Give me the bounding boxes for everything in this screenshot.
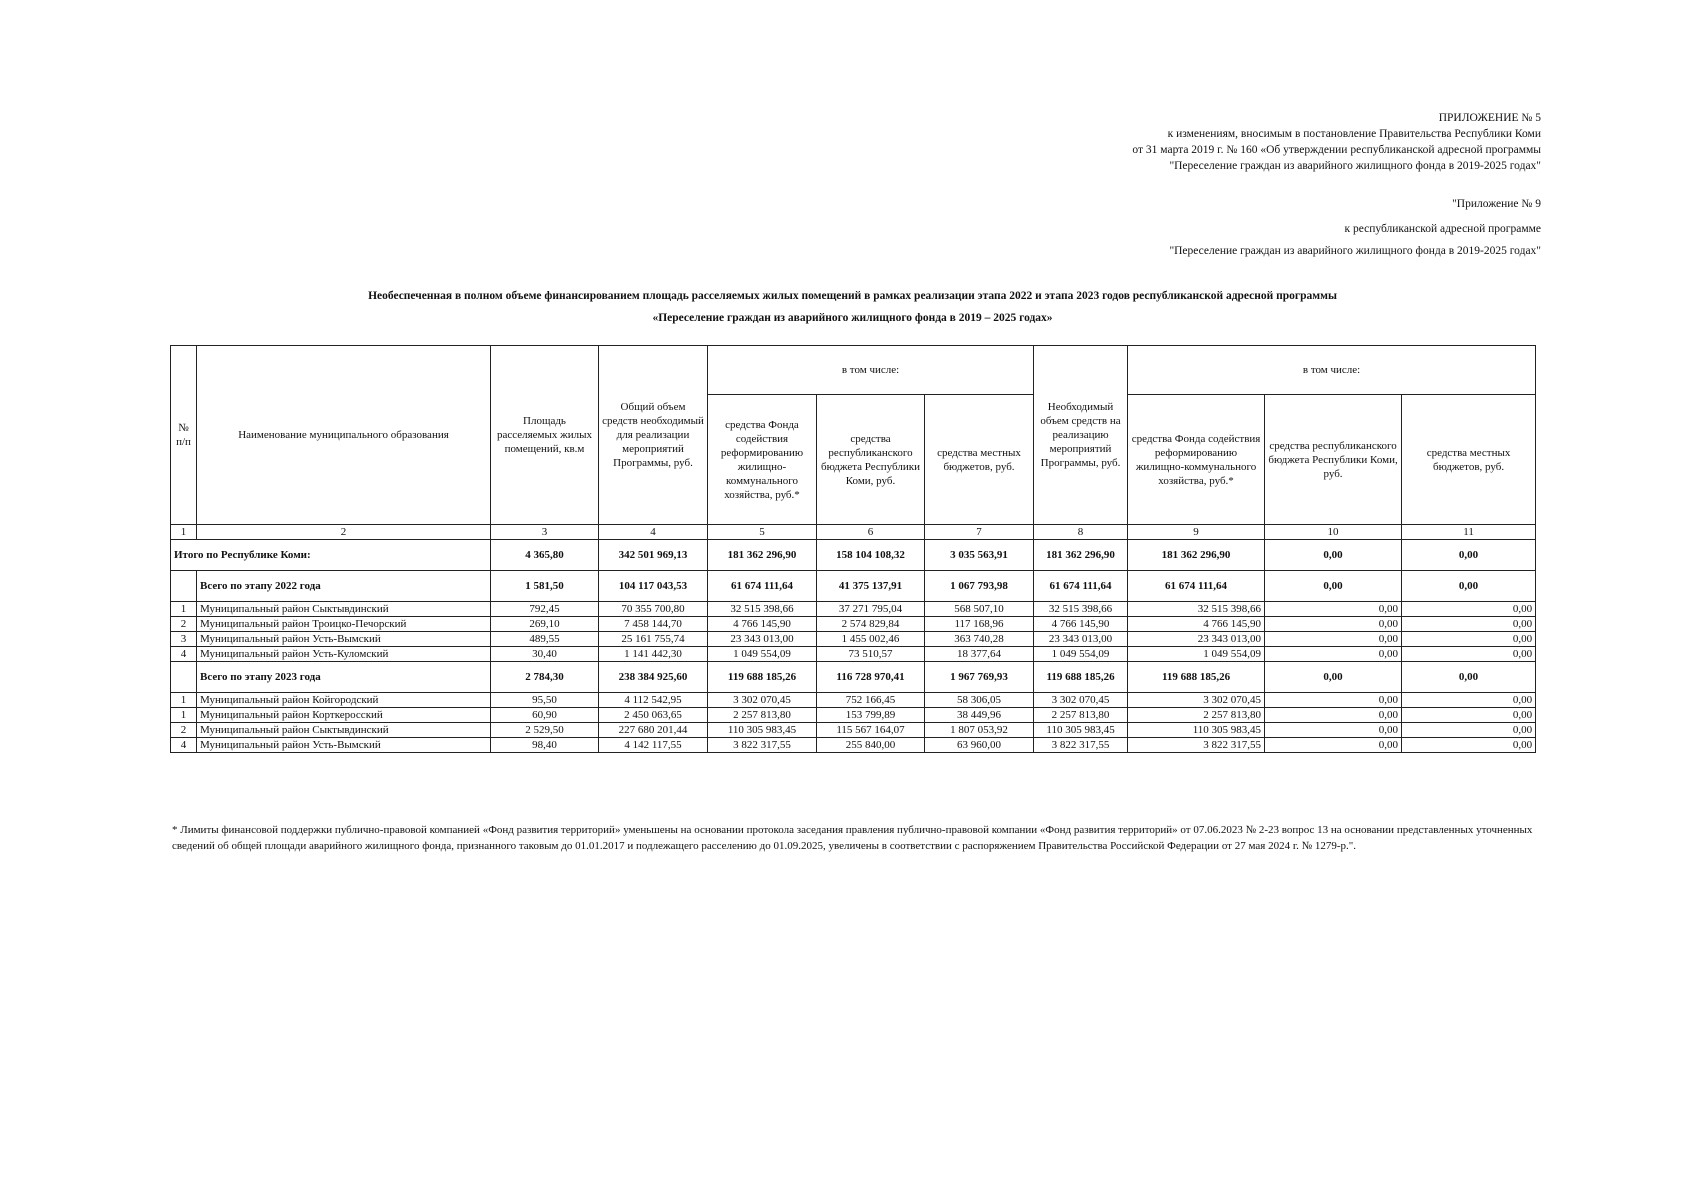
- table-cell: 25 161 755,74: [599, 632, 708, 647]
- table-cell: 70 355 700,80: [599, 602, 708, 617]
- col-header-including-2: в том числе:: [1128, 346, 1536, 395]
- table-cell: 116 728 970,41: [817, 662, 925, 693]
- total-label: Итого по Республике Коми:: [171, 540, 491, 571]
- table-cell: 23 343 013,00: [1034, 632, 1128, 647]
- table-cell: 60,90: [491, 708, 599, 723]
- table-cell: 18 377,64: [925, 647, 1034, 662]
- table-cell: 23 343 013,00: [1128, 632, 1265, 647]
- table-cell: 32 515 398,66: [1128, 602, 1265, 617]
- table-cell: 0,00: [1402, 662, 1536, 693]
- col-number: 7: [925, 525, 1034, 540]
- col-number: 5: [708, 525, 817, 540]
- table-cell: 117 168,96: [925, 617, 1034, 632]
- annex-program: "Переселение граждан из аварийного жилищного фонда в 2019-2025 годах": [1169, 245, 1541, 257]
- table-cell: 0,00: [1265, 571, 1402, 602]
- table-cell: 7 458 144,70: [599, 617, 708, 632]
- appendix-header: [1132, 110, 1541, 174]
- table-cell: 0,00: [1265, 708, 1402, 723]
- col-number: 9: [1128, 525, 1265, 540]
- stage-label: Всего по этапу 2023 года: [197, 662, 491, 693]
- table-cell: 153 799,89: [817, 708, 925, 723]
- municipality-name: Муниципальный район Корткеросский: [197, 708, 491, 723]
- table-cell: 4 766 145,90: [1128, 617, 1265, 632]
- table-row: [171, 723, 1536, 738]
- col-header-local: средства местных бюджетов, руб.: [925, 395, 1034, 525]
- municipality-name: Муниципальный район Троицко-Печорский: [197, 617, 491, 632]
- table-row-stage-2023: [171, 662, 1536, 693]
- table-cell: 0,00: [1265, 693, 1402, 708]
- table-cell: 61 674 111,64: [708, 571, 817, 602]
- table-cell-empty: [171, 571, 197, 602]
- col-header-republic: средства республиканского бюджета Республики Коми, руб.: [817, 395, 925, 525]
- table-cell: 32 515 398,66: [1034, 602, 1128, 617]
- table-cell: 41 375 137,91: [817, 571, 925, 602]
- col-header-republic-2: средства республиканского бюджета Республики Коми, руб.: [1265, 395, 1402, 525]
- table-cell: 363 740,28: [925, 632, 1034, 647]
- stage-label: Всего по этапу 2022 года: [197, 571, 491, 602]
- table-cell: 30,40: [491, 647, 599, 662]
- col-number: 8: [1034, 525, 1128, 540]
- table-cell: 269,10: [491, 617, 599, 632]
- table-cell: 1 049 554,09: [1128, 647, 1265, 662]
- table-cell: 1 049 554,09: [1034, 647, 1128, 662]
- col-header-local-2: средства местных бюджетов, руб.: [1402, 395, 1536, 525]
- table-cell: 227 680 201,44: [599, 723, 708, 738]
- table-cell: 238 384 925,60: [599, 662, 708, 693]
- col-header-fund: средства Фонда содействия реформированию жилищно-коммунального хозяйства, руб.*: [708, 395, 817, 525]
- municipality-name: Муниципальный район Усть-Вымский: [197, 632, 491, 647]
- table-cell: 792,45: [491, 602, 599, 617]
- table-cell: 0,00: [1402, 723, 1536, 738]
- table-cell: 23 343 013,00: [708, 632, 817, 647]
- table-cell: 2 450 063,65: [599, 708, 708, 723]
- row-number: 1: [171, 602, 197, 617]
- municipality-name: Муниципальный район Сыктывдинский: [197, 723, 491, 738]
- appendix-header-line: к изменениям, вносимым в постановление Правительства Республики Коми: [1167, 128, 1541, 140]
- table-row-total: [171, 540, 1536, 571]
- footnote: * Лимиты финансовой поддержки публично-правовой компанией «Фонд развития территорий» уменьшены на основании протокола заседания правления публично-правовой компании «Фонд развития территорий» от 07.06.2023 № 2-23 вопрос 13 на основании представленных уточненных сведений об общей площади аварийного жилищного фонда, признанного таковым до 01.01.2017 и подлежащего расселению до 01.09.2025, увеличены в соответствии с распоряжением Правительства Российской Федерации от 27 мая 2024 г. № 1279-р.".: [172, 824, 1533, 852]
- table-cell: 0,00: [1402, 647, 1536, 662]
- table-cell: 0,00: [1265, 602, 1402, 617]
- table-cell: 63 960,00: [925, 738, 1034, 753]
- table-cell: 115 567 164,07: [817, 723, 925, 738]
- table-cell-empty: [171, 662, 197, 693]
- table-cell: 58 306,05: [925, 693, 1034, 708]
- table-cell: 0,00: [1265, 540, 1402, 571]
- table-cell: 110 305 983,45: [1128, 723, 1265, 738]
- table-cell: 0,00: [1402, 708, 1536, 723]
- table-row-stage-2022: [171, 571, 1536, 602]
- table-row: [171, 617, 1536, 632]
- table-cell: 4 766 145,90: [708, 617, 817, 632]
- table-cell: 104 117 043,53: [599, 571, 708, 602]
- col-header-total: Общий объем средств необходимый для реализации мероприятий Программы, руб.: [599, 346, 708, 525]
- table-cell: 1 067 793,98: [925, 571, 1034, 602]
- table-cell: 4 142 117,55: [599, 738, 708, 753]
- table-cell: 0,00: [1402, 602, 1536, 617]
- col-number: 2: [197, 525, 491, 540]
- table-cell: 3 822 317,55: [1034, 738, 1128, 753]
- table-cell: 342 501 969,13: [599, 540, 708, 571]
- table-cell: 3 035 563,91: [925, 540, 1034, 571]
- table-cell: 2 257 813,80: [1034, 708, 1128, 723]
- col-header-area: Площадь расселяемых жилых помещений, кв.м: [491, 346, 599, 525]
- table-row: [171, 647, 1536, 662]
- municipality-name: Муниципальный район Усть-Вымский: [197, 738, 491, 753]
- table-cell: 1 455 002,46: [817, 632, 925, 647]
- table-cell: 3 302 070,45: [708, 693, 817, 708]
- column-number-row: [171, 525, 1536, 540]
- table-cell: 110 305 983,45: [1034, 723, 1128, 738]
- table-cell: 1 967 769,93: [925, 662, 1034, 693]
- table-cell: 1 049 554,09: [708, 647, 817, 662]
- table-cell: 73 510,57: [817, 647, 925, 662]
- table-cell: 37 271 795,04: [817, 602, 925, 617]
- table-cell: 0,00: [1402, 540, 1536, 571]
- table-cell: 1 141 442,30: [599, 647, 708, 662]
- municipality-name: Муниципальный район Койгородский: [197, 693, 491, 708]
- appendix-header-line: ПРИЛОЖЕНИЕ № 5: [1438, 112, 1541, 124]
- col-header-name: Наименование муниципального образования: [197, 346, 491, 525]
- table-row: [171, 632, 1536, 647]
- row-number: 2: [171, 723, 197, 738]
- table-cell: 2 257 813,80: [708, 708, 817, 723]
- table-cell: 158 104 108,32: [817, 540, 925, 571]
- table-row: [171, 602, 1536, 617]
- table-cell: 752 166,45: [817, 693, 925, 708]
- table-cell: 0,00: [1265, 617, 1402, 632]
- table-cell: 255 840,00: [817, 738, 925, 753]
- col-header-needed: Необходимый объем средств на реализацию мероприятий Программы, руб.: [1034, 346, 1128, 525]
- table-cell: 0,00: [1265, 738, 1402, 753]
- col-header-num: № п/п: [171, 346, 197, 525]
- table-cell: 3 302 070,45: [1034, 693, 1128, 708]
- row-number: 1: [171, 708, 197, 723]
- table-cell: 95,50: [491, 693, 599, 708]
- table-cell: 0,00: [1402, 632, 1536, 647]
- table-cell: 110 305 983,45: [708, 723, 817, 738]
- col-header-including: в том числе:: [708, 346, 1034, 395]
- table-row: [171, 708, 1536, 723]
- table-cell: 3 822 317,55: [708, 738, 817, 753]
- table-cell: 119 688 185,26: [708, 662, 817, 693]
- appendix-header-line: от 31 марта 2019 г. № 160 «Об утверждении республиканской адресной программы: [1132, 144, 1541, 156]
- table-cell: 4 365,80: [491, 540, 599, 571]
- table-cell: 2 257 813,80: [1128, 708, 1265, 723]
- table-cell: 489,55: [491, 632, 599, 647]
- municipality-name: Муниципальный район Усть-Куломский: [197, 647, 491, 662]
- municipality-name: Муниципальный район Сыктывдинский: [197, 602, 491, 617]
- col-number: 11: [1402, 525, 1536, 540]
- annex-subtitle: к республиканской адресной программе: [1344, 223, 1541, 235]
- table-cell: 181 362 296,90: [708, 540, 817, 571]
- table-cell: 119 688 185,26: [1034, 662, 1128, 693]
- row-number: 3: [171, 632, 197, 647]
- row-number: 2: [171, 617, 197, 632]
- annex-number: "Приложение № 9: [1452, 198, 1541, 210]
- table-cell: 0,00: [1402, 617, 1536, 632]
- table-row: [171, 738, 1536, 753]
- table-row: [171, 693, 1536, 708]
- table-cell: 0,00: [1265, 662, 1402, 693]
- table-cell: 0,00: [1265, 723, 1402, 738]
- table-cell: 61 674 111,64: [1128, 571, 1265, 602]
- table-cell: 2 529,50: [491, 723, 599, 738]
- table-cell: 32 515 398,66: [708, 602, 817, 617]
- table-cell: 0,00: [1402, 571, 1536, 602]
- table-cell: 1 807 053,92: [925, 723, 1034, 738]
- table-cell: 4 766 145,90: [1034, 617, 1128, 632]
- table-cell: 38 449,96: [925, 708, 1034, 723]
- table-cell: 4 112 542,95: [599, 693, 708, 708]
- table-cell: 568 507,10: [925, 602, 1034, 617]
- table-cell: 2 784,30: [491, 662, 599, 693]
- table-cell: 181 362 296,90: [1034, 540, 1128, 571]
- col-number: 1: [171, 525, 197, 540]
- document-title-program: «Переселение граждан из аварийного жилищного фонда в 2019 – 2025 годах»: [652, 312, 1053, 324]
- col-number: 6: [817, 525, 925, 540]
- table-cell: 98,40: [491, 738, 599, 753]
- table-cell: 0,00: [1402, 693, 1536, 708]
- table-cell: 0,00: [1265, 647, 1402, 662]
- table-cell: 2 574 829,84: [817, 617, 925, 632]
- document-title: Необеспеченная в полном объеме финансированием площадь расселяемых жилых помещений в рамках реализации этапа 2022 и этапа 2023 годов республиканской адресной программы: [368, 290, 1337, 302]
- table-cell: 61 674 111,64: [1034, 571, 1128, 602]
- table-cell: 3 302 070,45: [1128, 693, 1265, 708]
- table-cell: 119 688 185,26: [1128, 662, 1265, 693]
- table-cell: 181 362 296,90: [1128, 540, 1265, 571]
- col-header-fund-2: средства Фонда содействия реформированию жилищно-коммунального хозяйства, руб.*: [1128, 395, 1265, 525]
- col-number: 10: [1265, 525, 1402, 540]
- table-cell: 1 581,50: [491, 571, 599, 602]
- col-number: 4: [599, 525, 708, 540]
- appendix-header-line: "Переселение граждан из аварийного жилищного фонда в 2019-2025 годах": [1169, 160, 1541, 172]
- table-cell: 3 822 317,55: [1128, 738, 1265, 753]
- row-number: 4: [171, 647, 197, 662]
- row-number: 4: [171, 738, 197, 753]
- col-number: 3: [491, 525, 599, 540]
- table-cell: 0,00: [1265, 632, 1402, 647]
- table-cell: 0,00: [1402, 738, 1536, 753]
- row-number: 1: [171, 693, 197, 708]
- financing-table: [170, 345, 1536, 753]
